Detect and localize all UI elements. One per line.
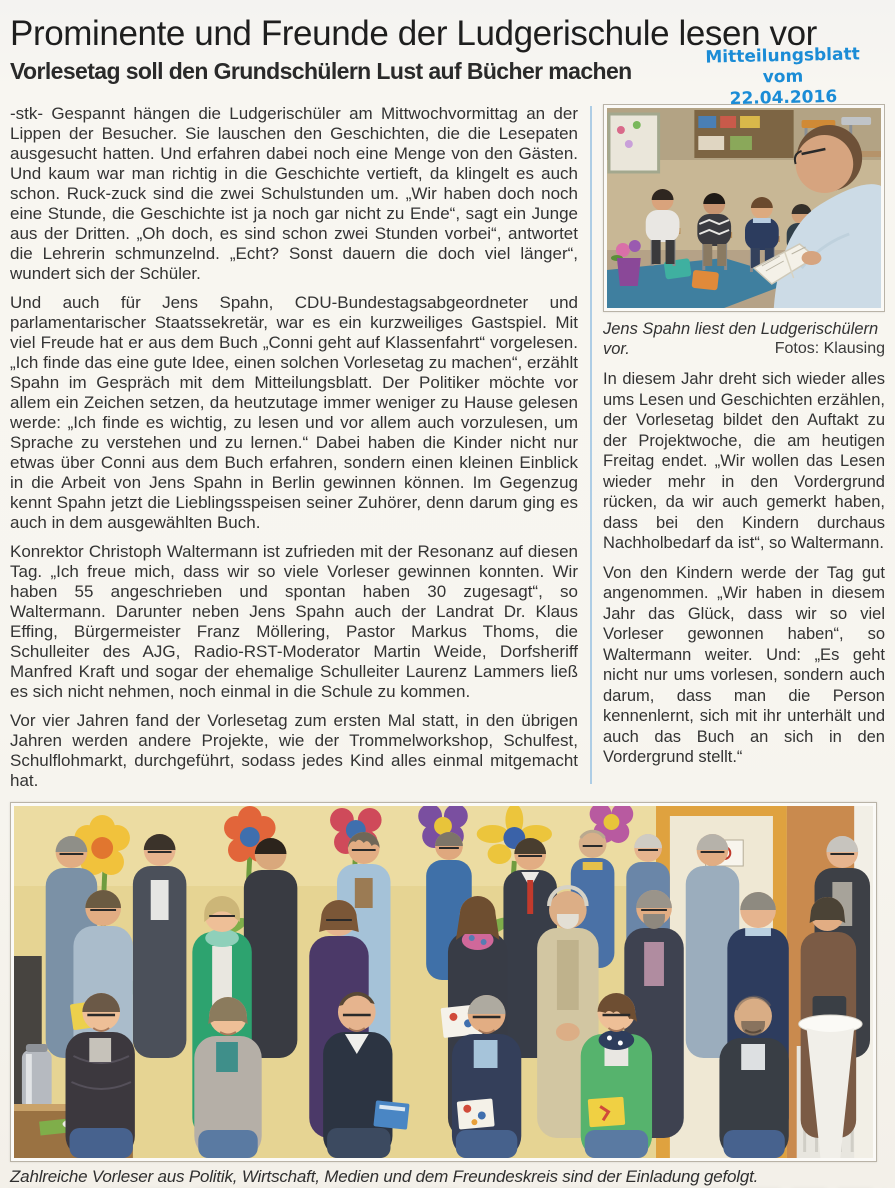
photo-credit: Fotos: Klausing [774,340,885,357]
subhead-row [10,44,885,110]
annotation-source-line: Mitteilungsblatt vom [705,44,860,88]
photo-caption [603,319,885,359]
article-paragraph: Vor vier Jahren fand der Vorlesetag zum ersten Mal statt, in den übrigen Jahren werden andere Projekte, wie der Trommelworkshop, Schulfest, Schulflohmarkt, durchgeführt, sodass jedes Kind alles einmal mitgemacht hat. [10,711,578,790]
group-photo-illustration [14,806,873,1158]
article-subheadline: Vorlesetag soll den Grundschülern Lust auf Bücher machen [10,58,632,84]
article-body-right [603,104,885,796]
photo-caption-text: Jens Spahn liest den Ludgerischülern vor. [603,320,879,358]
classroom-shelf [694,110,793,158]
article-paragraph: In diesem Jahr dreht sich wieder alles ums Lesen und Geschichten erzählen, der Vorlesetag bildet den Auftakt zu der Projektwoche, die am heutigen Freitag endet. „Wir wollen das Lesen wieder mehr in den Vordergrund rücken, da wir auch gemerkt haben, dass bei den Kindern durchaus Nachholbedarf da ist“, so Waltermann. [603,370,885,552]
photo-group-readers [10,802,877,1162]
article-paragraph: Von den Kindern werde der Tag gut angenommen. „Wir haben in diesem Jahr das Glück, dass wir so viel Vorleser gewonnen haben“, so Waltermann weiter. Und: „Es geht nicht nur ums vorlesen, sondern auch darum, dass man die Person kennenlernt, sich mit ihr unterhält und auch das Buch an sich in den Vordergrund stellt.“ [603,563,885,766]
column-divider [590,106,592,784]
article-paragraph: -stk- Gespannt hängen die Ludgerischüler am Mittwochvormittag an der Lippen der Besucher. Sie lauschen den Geschichten, die die Lesepaten ausgesucht hatten. Und erfahren dabei noch eine Menge von den Gästen. Und kaum war man richtig in die Geschichte vertieft, da klingelt es auch schon. Ruck-zuck sind die zwei Schulstunden um. „Wir haben doch noch eine Stunde, die Geschichte ist ja noch gar nicht zu Ende“, sagt ein Junge aus der Dritten. „Oh doch, es sind schon zwei Stunden vorbei“, antwortet die Lehrerin schmunzelnd. „Echt? Sonst dauern die doch viel länger“, wundert sich der Schüler. [10,104,578,283]
photo-jens-spahn-reading [603,104,885,312]
article-body-left [10,104,578,796]
reading-scene-illustration [607,108,881,308]
article-paragraph: Und auch für Jens Spahn, CDU-Bundestagsabgeordneter und parlamentarischer Staatssekretär, war es ein kurzweiliges Gastspiel. Mit viel Freude hat er aus dem Buch „Conni geht auf Klassenfahrt“ vorgelesen. „Ich finde das eine gute Idee, einen solchen Vorlesetag zu machen“, erzählt Spahn im Gespräch mit dem Mitteilungsblatt. Der Politiker möchte vor allem ein Zeichen setzen, da heutzutage immer weniger zu Hause gelesen werde: „Ich finde es wichtig, zu lesen und vor allem auch vorzulesen, um Sprache zu verstehen und zu lernen.“ Dabei haben die Kinder nicht nur etwas über Conni aus dem Buch erfahren, sondern einen kleinen Einblick in die Arbeit von Jens Spahn in Berlin gewinnen können. Im Gegenzug kennt Spahn jetzt die Lieblingsspeisen seiner Zuhörer, denn darum ging es auch in dem ausgewählten Buch. [10,293,578,532]
annotation-date-line: 22.04.2016 [729,86,838,110]
article-headline: Prominente und Freunde der Ludgerischule lesen vor [10,14,817,53]
article-paragraph: Konrektor Christoph Waltermann ist zufrieden mit der Resonanz auf diesen Tag. „Ich freue mich, dass wir so viele Vorleser gewinnen konnten. Wir haben 55 angeschrieben und spontan haben 30 zugesagt“, so Waltermann. Darunter neben Jens Spahn auch der Landrat Dr. Klaus Effing, Bürgermeister Franz Möllering, Pastor Markus Thoms, die Schulleiter des AJG, Radio-RST-Moderator Martin Weide, Dorfsheriff Manfred Kraft und sogar der ehemalige Schulleiter Laurenz Lammers ließ es sich nicht nehmen, noch einmal in die Schule zu kommen. [10,542,578,701]
classroom-window [609,114,659,172]
date-annotation [684,44,881,111]
bottom-photo-caption: Zahlreiche Vorleser aus Politik, Wirtschaft, Medien und dem Freundeskreis sind der Einladung gefolgt. [10,1167,759,1186]
article-columns [10,104,885,796]
